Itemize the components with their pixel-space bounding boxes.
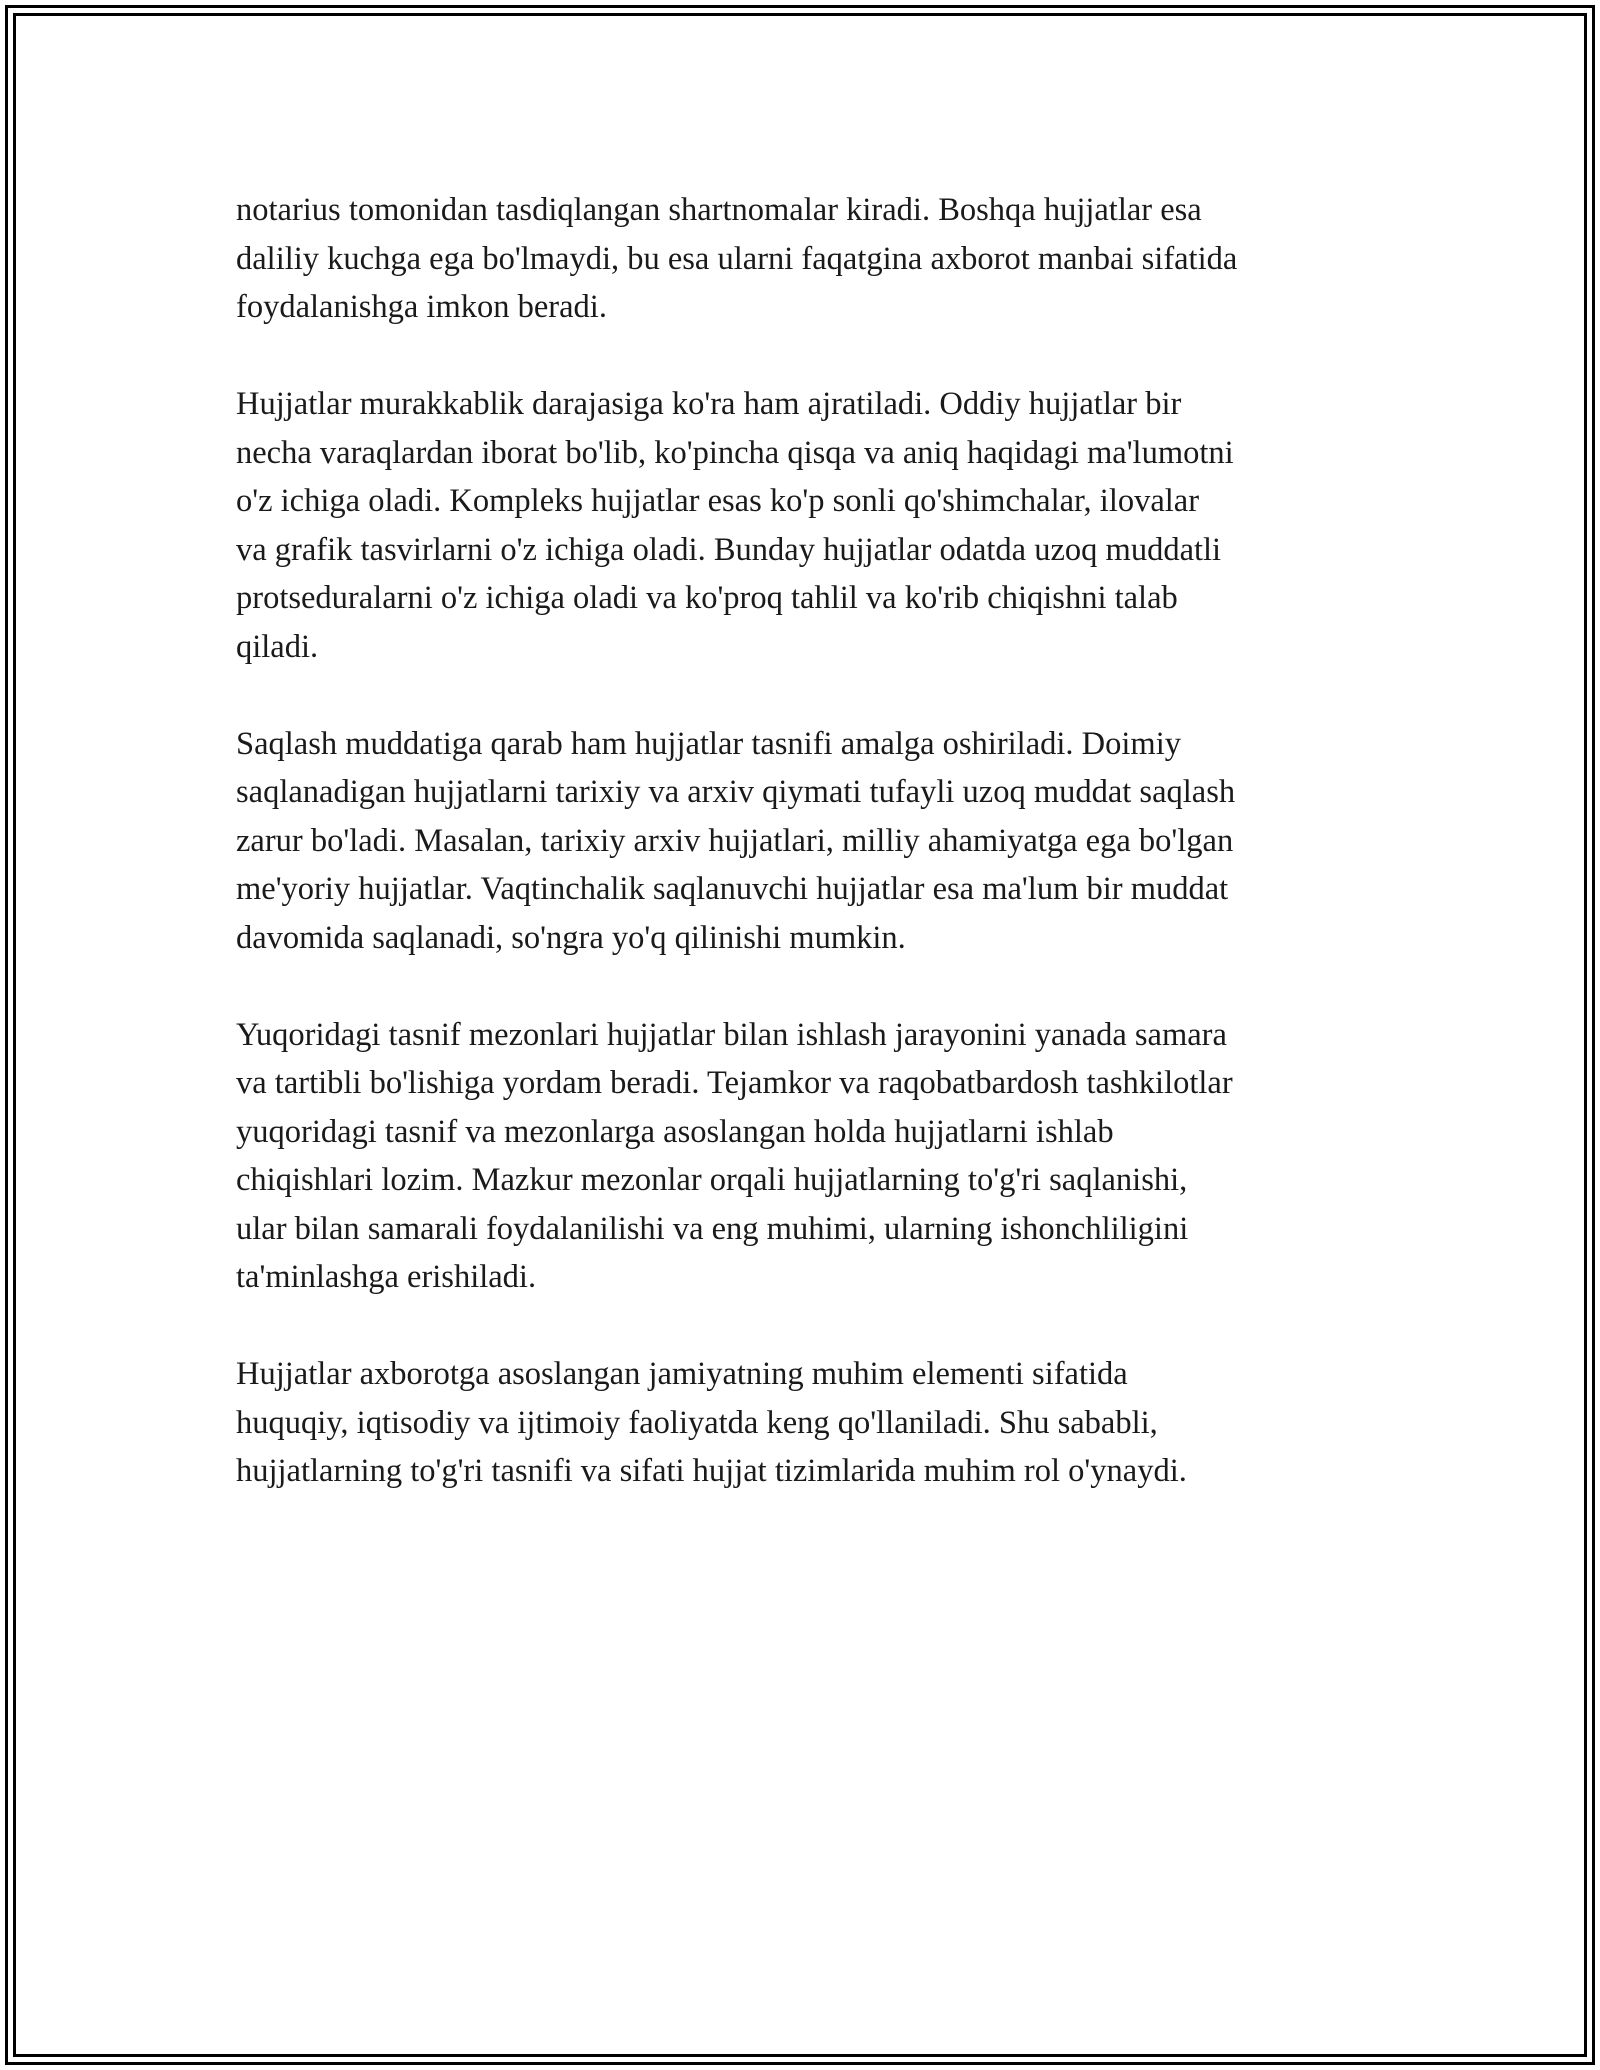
text-line: huquqiy, iqtisodiy va ijtimoiy faoliyatda keng qo'llaniladi. Shu sababli,	[236, 1404, 1158, 1441]
text-line: foydalanishga imkon beradi.	[236, 289, 607, 325]
paragraph-4	[236, 1011, 1386, 1302]
paragraph-1	[236, 186, 1386, 332]
text-line: saqlanadigan hujjatlarni tarixiy va arxiv qiymati tufayli uzoq muddat saqlash	[236, 774, 1236, 810]
text-line: hujjatlarning to'g'ri tasnifi va sifati hujjat tizimlarida muhim rol o'ynaydi.	[236, 1453, 1187, 1489]
text-line: va tartibli bo'lishiga yordam beradi. Tejamkor va raqobatbardosh tashkilotlar	[236, 1065, 1233, 1101]
text-line: Hujjatlar axborotga asoslangan jamiyatning muhim elementi sifatida	[236, 1356, 1128, 1392]
text-line: va grafik tasvirlarni o'z ichiga oladi. Bunday hujjatlar odatda uzoq muddatli	[236, 531, 1222, 568]
paragraph-5	[236, 1350, 1386, 1496]
text-line: me'yoriy hujjatlar. Vaqtinchalik saqlanuvchi hujjatlar esa ma'lum bir muddat	[236, 871, 1229, 907]
text-line: Saqlash muddatiga qarab ham hujjatlar tasnifi amalga oshiriladi. Doimiy	[236, 725, 1181, 762]
text-line: daliliy kuchga ega bo'lmaydi, bu esa ularni faqatgina axborot manbai sifatida	[236, 240, 1238, 277]
text-line: notarius tomonidan tasdiqlangan shartnomalar kiradi. Boshqa hujjatlar esa	[236, 192, 1202, 228]
text-line: zarur bo'ladi. Masalan, tarixiy arxiv hujjatlari, milliy ahamiyatga ega bo'lgan	[236, 822, 1234, 859]
text-line: Yuqoridagi tasnif mezonlari hujjatlar bilan ishlash jarayonini yanada samara	[236, 1016, 1227, 1053]
document-body	[236, 186, 1386, 1496]
text-line: protseduralarni o'z ichiga oladi va ko'proq tahlil va ko'rib chiqishni talab	[236, 580, 1178, 616]
paragraph-2	[236, 380, 1386, 671]
text-line: yuqoridagi tasnif va mezonlarga asoslangan holda hujjatlarni ishlab	[236, 1113, 1114, 1150]
paragraph-3	[236, 720, 1386, 963]
text-line: davomida saqlanadi, so'ngra yo'q qilinishi mumkin.	[236, 919, 906, 956]
text-line: qiladi.	[236, 628, 319, 665]
text-line: chiqishlari lozim. Mazkur mezonlar orqali hujjatlarning to'g'ri saqlanishi,	[236, 1162, 1188, 1198]
text-line: o'z ichiga oladi. Kompleks hujjatlar esas ko'p sonli qo'shimchalar, ilovalar	[236, 483, 1200, 519]
text-line: Hujjatlar murakkablik darajasiga ko'ra ham ajratiladi. Oddiy hujjatlar bir	[236, 386, 1182, 422]
text-line: ular bilan samarali foydalanilishi va eng muhimi, ularning ishonchliligini	[236, 1210, 1189, 1247]
text-line: necha varaqlardan iborat bo'lib, ko'pincha qisqa va aniq haqidagi ma'lumotni	[236, 434, 1234, 471]
text-line: ta'minlashga erishiladi.	[236, 1259, 537, 1295]
